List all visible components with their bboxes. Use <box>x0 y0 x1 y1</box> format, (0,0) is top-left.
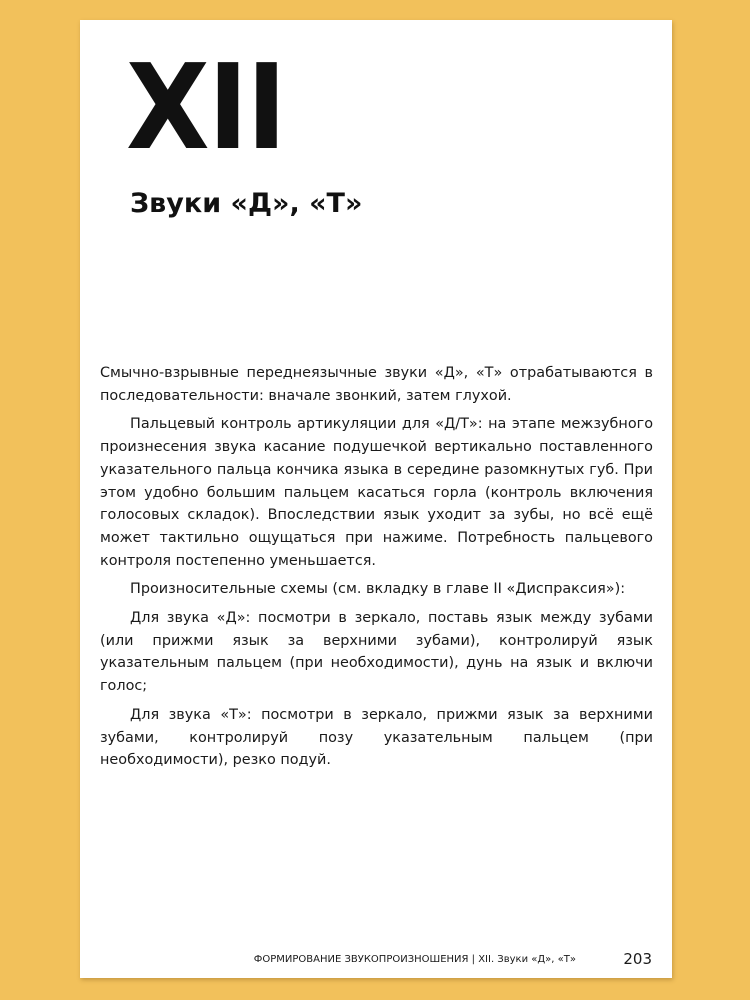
page-footer <box>100 950 652 970</box>
chapter-number: XII <box>126 38 285 176</box>
running-head: ФОРМИРОВАНИЕ ЗВУКОПРОИЗНОШЕНИЯ | XII. Звуки «Д», «Т» <box>253 954 576 965</box>
book-page <box>80 20 672 978</box>
chapter-title: Звуки «Д», «Т» <box>130 188 363 219</box>
page-number: 203 <box>623 950 652 968</box>
paragraph: Пальцевый контроль артикуляции для «Д/Т»: на этапе межзубного произнесения звука касание подушечкой вертикально поставленного указательного пальца кончика языка в середине разомкнутых губ. При этом удобно большим пальцем касаться горла (контроль включения голосовых складок). Впоследствии язык уходит за зубы, но всё ещё может тактильно ощущаться при нажиме. Потребность пальцевого контроля постепенно уменьшается. <box>100 416 653 569</box>
paragraph: Для звука «Д»: посмотри в зеркало, поставь язык между зубами (или прижми язык за верхними зубами), контролируй язык указательным пальцем (при необходимости), дунь на язык и включи голос; <box>100 610 653 695</box>
body-text <box>100 362 653 778</box>
paragraph: Для звука «Т»: посмотри в зеркало, прижми язык за верхними зубами, контролируй позу указательным пальцем (при необходимости), резко подуй. <box>100 706 653 769</box>
paragraph: Произносительные схемы (см. вкладку в главе II «Диспраксия»): <box>130 581 626 598</box>
paragraph: Смычно-взрывные переднеязычные звуки «Д», «Т» отрабатываются в последовательности: вначале звонкий, затем глухой. <box>100 365 653 404</box>
